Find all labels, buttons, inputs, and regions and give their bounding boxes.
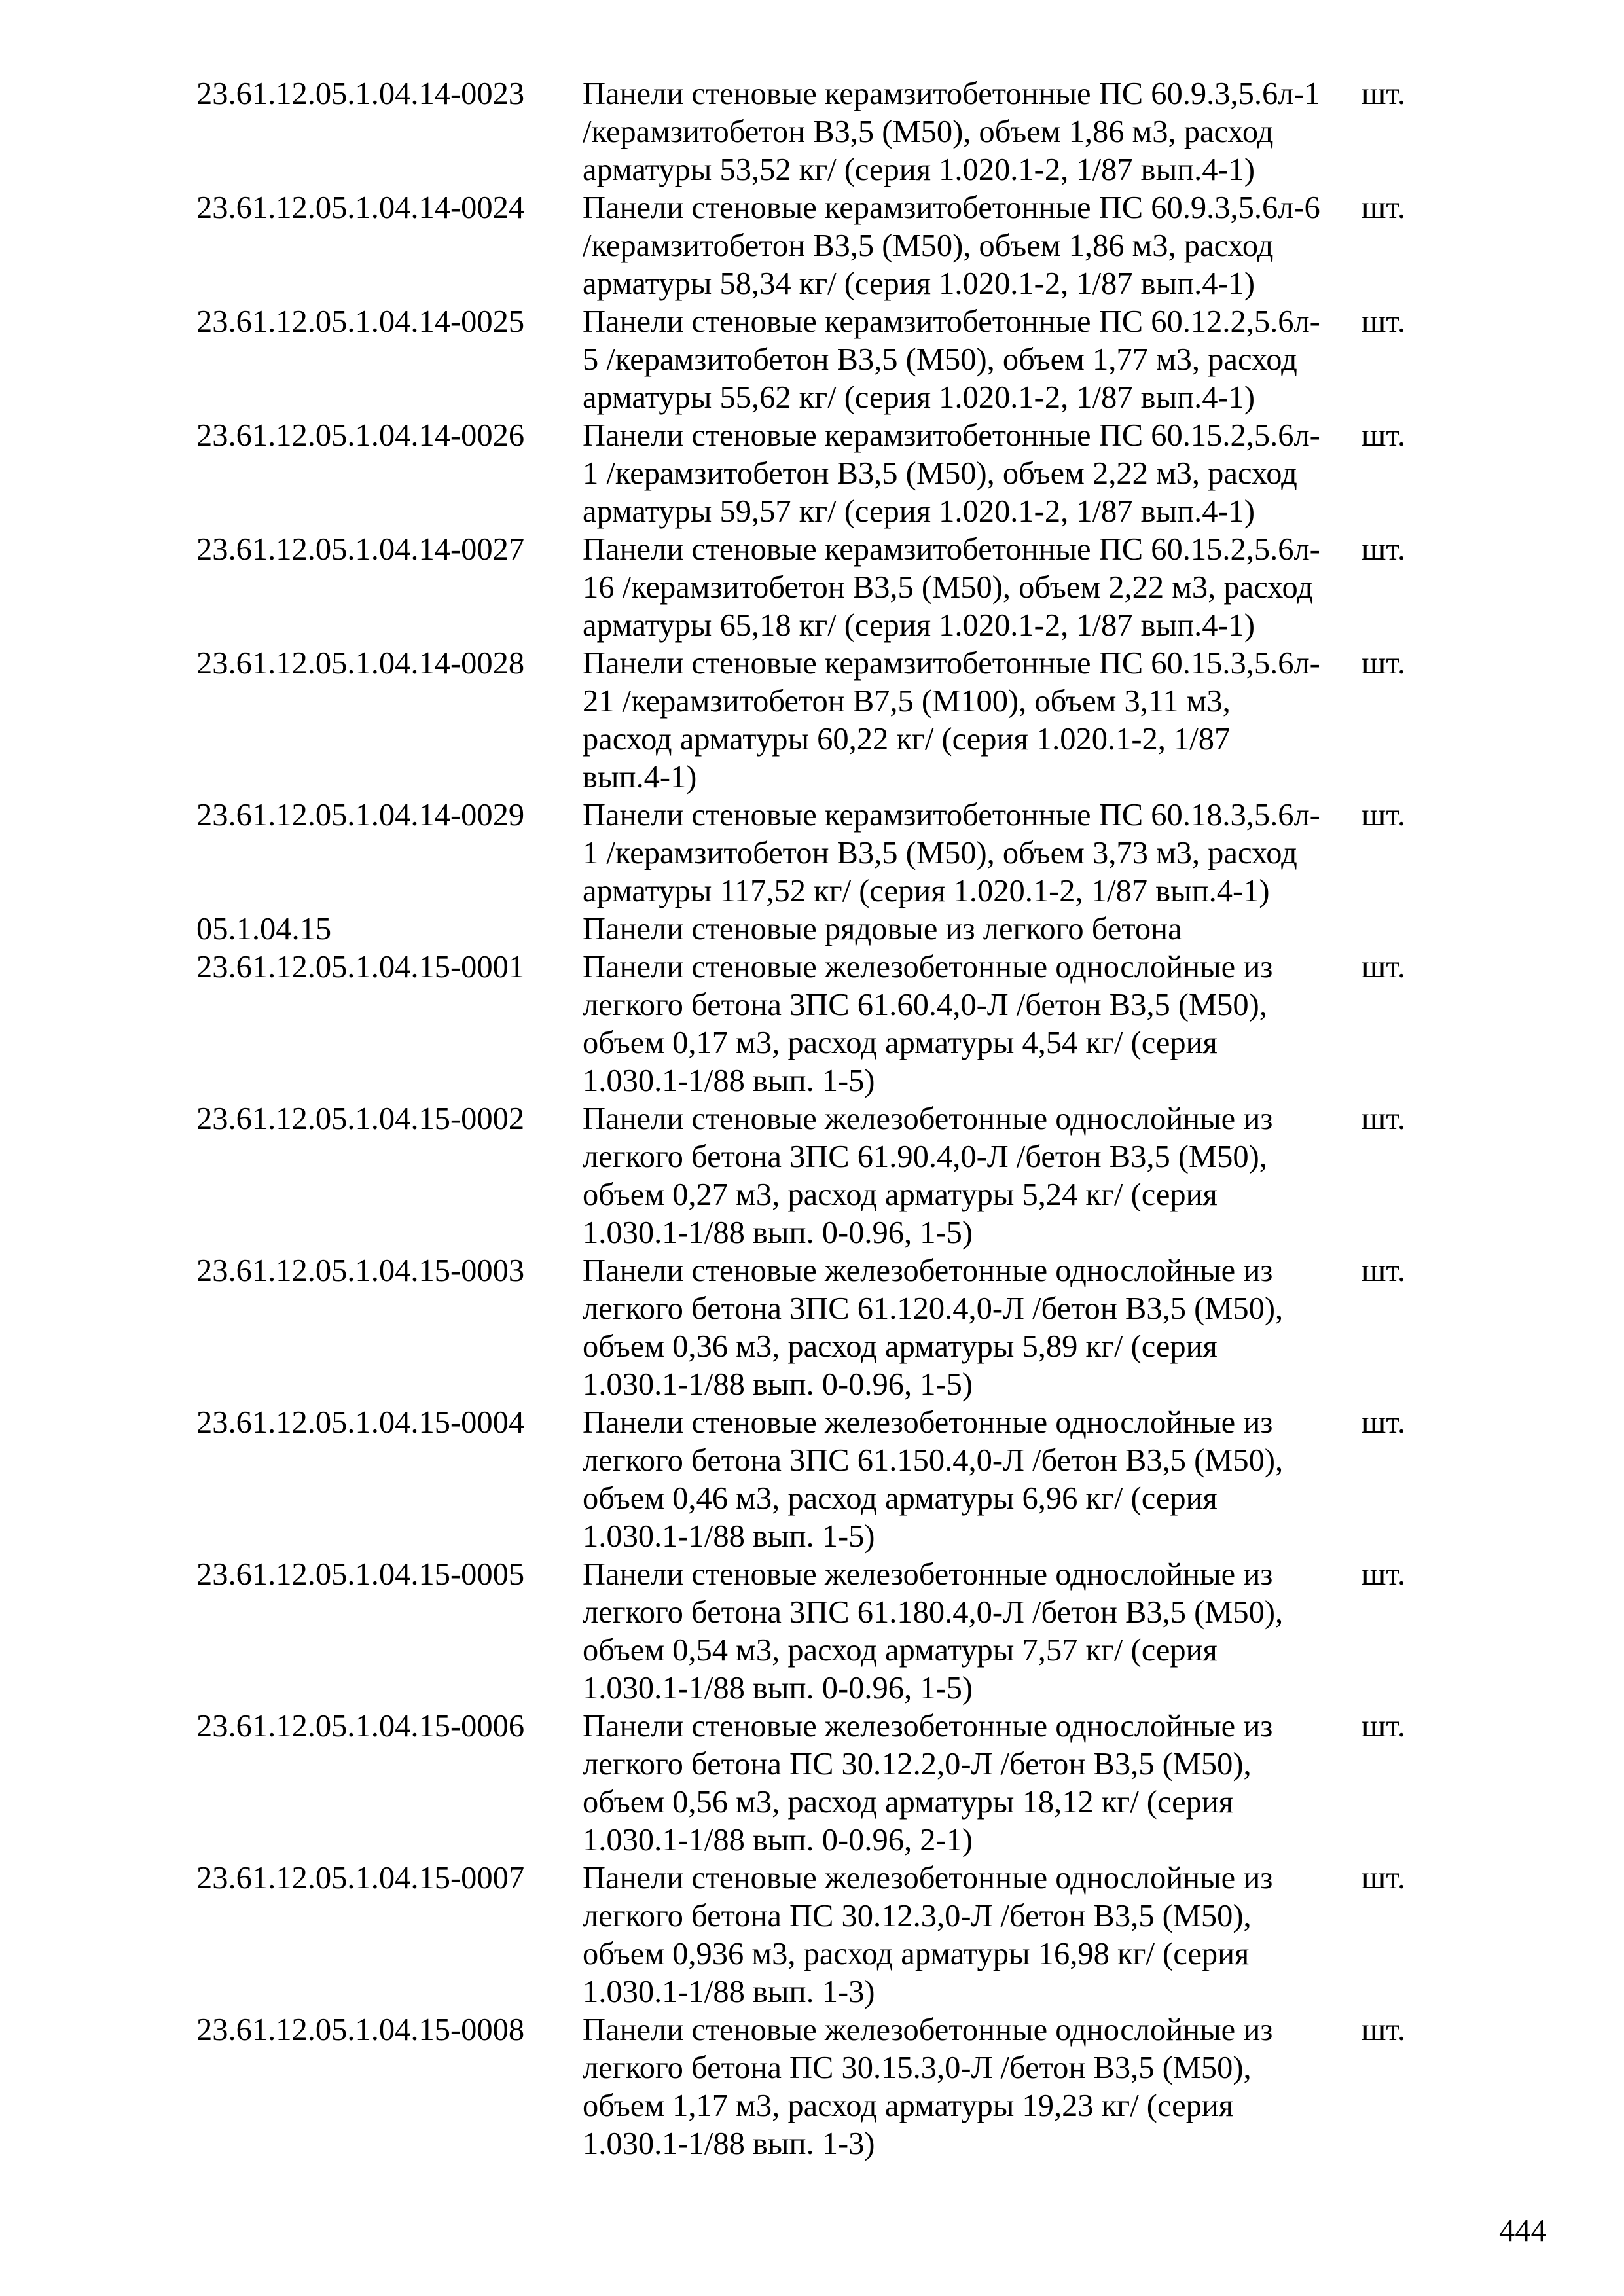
item-unit: шт. (1362, 1709, 1406, 1744)
section-heading (196, 910, 1440, 948)
item-unit: шт. (1362, 1405, 1406, 1440)
list-item (196, 1859, 1440, 2011)
item-code: 23.61.12.05.1.04.15-0004 (196, 1405, 525, 1440)
section-code: 05.1.04.15 (196, 912, 332, 946)
item-description: Панели стеновые железобетонные однослойные из легкого бетона ПС 30.15.3,0-Л /бетон В3,5 (М50), объем 1,17 м3, расход арматуры 19,23 кг/ (серия 1.030.1-1/88 вып. 1-3) (583, 2013, 1273, 2161)
item-code: 23.61.12.05.1.04.15-0005 (196, 1557, 525, 1592)
item-description: Панели стеновые железобетонные однослойные из легкого бетона ПС 30.12.2,0-Л /бетон В3,5 (М50), объем 0,56 м3, расход арматуры 18,12 кг/ (серия 1.030.1-1/88 вып. 0-0.96, 2-1) (583, 1709, 1273, 1857)
item-unit: шт. (1362, 798, 1406, 833)
item-code: 23.61.12.05.1.04.14-0025 (196, 304, 525, 339)
item-unit: шт. (1362, 1253, 1406, 1288)
item-description: Панели стеновые железобетонные однослойные из легкого бетона ПС 30.12.3,0-Л /бетон В3,5 (М50), объем 0,936 м3, расход арматуры 16,98 кг/ (серия 1.030.1-1/88 вып. 1-3) (583, 1861, 1273, 2009)
item-unit: шт. (1362, 304, 1406, 339)
item-unit: шт. (1362, 77, 1406, 111)
list-item (196, 2011, 1440, 2163)
item-code: 23.61.12.05.1.04.14-0023 (196, 77, 525, 111)
item-code: 23.61.12.05.1.04.15-0001 (196, 950, 525, 984)
item-description: Панели стеновые железобетонные однослойные из легкого бетона 3ПС 61.120.4,0-Л /бетон В3,5 (М50), объем 0,36 м3, расход арматуры 5,89 кг/ (серия 1.030.1-1/88 вып. 0-0.96, 1-5) (583, 1253, 1284, 1402)
list-item (196, 948, 1440, 1100)
list-item (196, 303, 1440, 417)
item-code: 23.61.12.05.1.04.14-0027 (196, 532, 525, 567)
item-unit: шт. (1362, 2013, 1406, 2047)
page-number: 444 (1499, 2214, 1547, 2248)
item-description: Панели стеновые керамзитобетонные ПС 60.9.3,5.6л-1 /керамзитобетон В3,5 (М50), объем 1,86 м3, расход арматуры 53,52 кг/ (серия 1.020.1-2, 1/87 вып.4-1) (583, 77, 1320, 187)
item-unit: шт. (1362, 532, 1406, 567)
item-code: 23.61.12.05.1.04.15-0006 (196, 1709, 525, 1744)
list-item (196, 1708, 1440, 1859)
item-code: 23.61.12.05.1.04.14-0028 (196, 646, 525, 681)
list-item (196, 1556, 1440, 1708)
item-description: Панели стеновые керамзитобетонные ПС 60.15.2,5.6л- 16 /керамзитобетон В3,5 (М50), объем 2,22 м3, расход арматуры 65,18 кг/ (серия 1.020.1-2, 1/87 вып.4-1) (583, 532, 1320, 643)
list-item (196, 645, 1440, 797)
item-description: Панели стеновые железобетонные однослойные из легкого бетона 3ПС 61.180.4,0-Л /бетон В3,5 (М50), объем 0,54 м3, расход арматуры 7,57 кг/ (серия 1.030.1-1/88 вып. 0-0.96, 1-5) (583, 1557, 1284, 1706)
item-description: Панели стеновые керамзитобетонные ПС 60.15.3,5.6л- 21 /керамзитобетон В7,5 (М100), объем 3,11 м3, расход арматуры 60,22 кг/ (серия 1.020.1-2, 1/87 вып.4-1) (583, 646, 1320, 795)
item-description: Панели стеновые железобетонные однослойные из легкого бетона 3ПС 61.150.4,0-Л /бетон В3,5 (М50), объем 0,46 м3, расход арматуры 6,96 кг/ (серия 1.030.1-1/88 вып. 1-5) (583, 1405, 1284, 1554)
item-code: 23.61.12.05.1.04.15-0007 (196, 1861, 525, 1895)
list-item (196, 1404, 1440, 1556)
list-item (196, 1100, 1440, 1252)
item-description: Панели стеновые керамзитобетонные ПС 60.9.3,5.6л-6 /керамзитобетон В3,5 (М50), объем 1,86 м3, расход арматуры 58,34 кг/ (серия 1.020.1-2, 1/87 вып.4-1) (583, 190, 1320, 301)
item-description: Панели стеновые железобетонные однослойные из легкого бетона 3ПС 61.90.4,0-Л /бетон В3,5 (М50), объем 0,27 м3, расход арматуры 5,24 кг/ (серия 1.030.1-1/88 вып. 0-0.96, 1-5) (583, 1102, 1273, 1250)
list-item (196, 797, 1440, 910)
item-unit: шт. (1362, 190, 1406, 225)
item-description: Панели стеновые керамзитобетонные ПС 60.18.3,5.6л- 1 /керамзитобетон В3,5 (М50), объем 3,73 м3, расход арматуры 117,52 кг/ (серия 1.020.1-2, 1/87 вып.4-1) (583, 798, 1320, 908)
item-code: 23.61.12.05.1.04.14-0026 (196, 418, 525, 453)
item-description: Панели стеновые железобетонные однослойные из легкого бетона 3ПС 61.60.4,0-Л /бетон В3,5 (М50), объем 0,17 м3, расход арматуры 4,54 кг/ (серия 1.030.1-1/88 вып. 1-5) (583, 950, 1273, 1098)
item-unit: шт. (1362, 418, 1406, 453)
item-code: 23.61.12.05.1.04.14-0029 (196, 798, 525, 833)
section-title: Панели стеновые рядовые из легкого бетона (583, 912, 1182, 946)
item-code: 23.61.12.05.1.04.15-0003 (196, 1253, 525, 1288)
item-unit: шт. (1362, 950, 1406, 984)
item-code: 23.61.12.05.1.04.15-0002 (196, 1102, 525, 1136)
item-description: Панели стеновые керамзитобетонные ПС 60.15.2,5.6л- 1 /керамзитобетон В3,5 (М50), объем 2,22 м3, расход арматуры 59,57 кг/ (серия 1.020.1-2, 1/87 вып.4-1) (583, 418, 1320, 529)
list-item (196, 531, 1440, 645)
price-list (196, 75, 1440, 2163)
item-unit: шт. (1362, 646, 1406, 681)
list-item (196, 189, 1440, 303)
list-item (196, 417, 1440, 531)
item-unit: шт. (1362, 1557, 1406, 1592)
item-unit: шт. (1362, 1861, 1406, 1895)
list-item (196, 1252, 1440, 1404)
list-item (196, 75, 1440, 189)
item-code: 23.61.12.05.1.04.15-0008 (196, 2013, 525, 2047)
item-code: 23.61.12.05.1.04.14-0024 (196, 190, 525, 225)
item-unit: шт. (1362, 1102, 1406, 1136)
item-description: Панели стеновые керамзитобетонные ПС 60.12.2,5.6л- 5 /керамзитобетон В3,5 (М50), объем 1,77 м3, расход арматуры 55,62 кг/ (серия 1.020.1-2, 1/87 вып.4-1) (583, 304, 1320, 415)
